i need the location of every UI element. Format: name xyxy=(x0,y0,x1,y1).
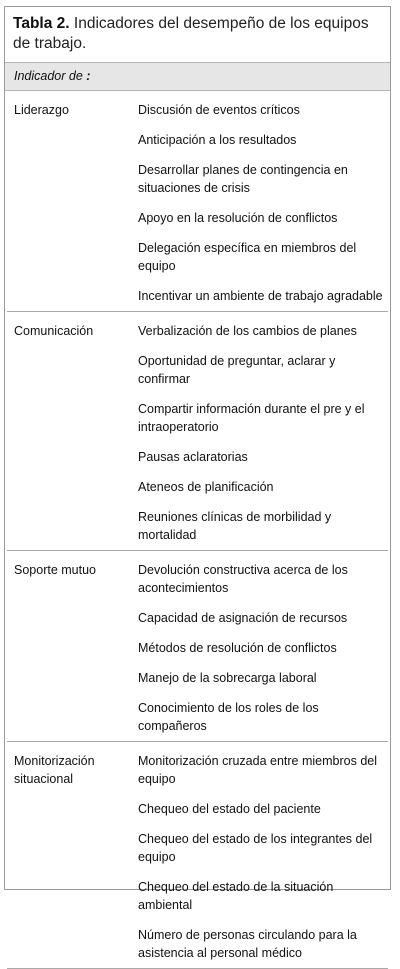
header-label: Indicador de xyxy=(14,69,87,83)
table-group-row xyxy=(7,91,388,312)
indicator-item: Manejo de la sobrecarga laboral xyxy=(138,671,317,685)
indicator-item: Discusión de eventos críticos xyxy=(138,103,300,117)
indicator-item: Delegación específica en miembros del equipo xyxy=(138,241,357,273)
table-group-row xyxy=(7,551,388,742)
indicator-item: Anticipación a los resultados xyxy=(138,133,297,147)
category-label: Soporte mutuo xyxy=(14,563,96,577)
indicator-item: Chequeo del estado de la situación ambiental xyxy=(138,880,334,912)
table-header xyxy=(5,62,390,91)
indicator-item: Chequeo del estado de los integrantes del equipo xyxy=(138,832,373,864)
indicator-item: Ateneos de planificación xyxy=(138,480,274,494)
indicator-list xyxy=(132,312,388,550)
indicator-item: Conocimiento de los roles de los compañeros xyxy=(138,701,319,733)
indicator-item: Métodos de resolución de conflictos xyxy=(138,641,337,655)
table-group-row xyxy=(7,312,388,551)
category-label: Monitorización situacional xyxy=(14,754,95,786)
indicator-list xyxy=(132,742,388,968)
category-label: Liderazgo xyxy=(14,103,69,117)
header-colon: : xyxy=(86,69,91,83)
indicator-item: Chequeo del estado del paciente xyxy=(138,802,321,816)
indicator-item: Reuniones clínicas de morbilidad y mortalidad xyxy=(138,510,332,542)
indicator-list xyxy=(132,91,388,311)
category-label: Comunicación xyxy=(14,324,94,338)
indicator-item: Oportunidad de preguntar, aclarar y confirmar xyxy=(138,354,336,386)
table-frame xyxy=(4,6,391,960)
caption-text: Indicadores del desempeño de los equipos de trabajo. xyxy=(13,15,369,52)
indicator-item: Compartir información durante el pre y el intraoperatorio xyxy=(138,402,365,434)
table-caption xyxy=(5,7,390,62)
indicator-item: Capacidad de asignación de recursos xyxy=(138,611,348,625)
indicator-item: Devolución constructiva acerca de los acontecimientos xyxy=(138,563,348,595)
indicator-item: Incentivar un ambiente de trabajo agradable xyxy=(138,289,383,303)
indicator-item: Monitorización cruzada entre miembros del equipo xyxy=(138,754,377,786)
caption-label: Tabla 2. xyxy=(13,15,70,32)
indicator-item: Verbalización de los cambios de planes xyxy=(138,324,357,338)
indicator-item: Desarrollar planes de contingencia en situaciones de crisis xyxy=(138,163,348,195)
indicator-item: Pausas aclaratorias xyxy=(138,450,248,464)
table-group-row xyxy=(7,742,388,969)
indicator-list xyxy=(132,551,388,741)
indicator-item: Apoyo en la resolución de conflictos xyxy=(138,211,338,225)
table-body xyxy=(5,91,390,969)
indicator-item: Número de personas circulando para la asistencia al personal médico xyxy=(138,928,357,960)
